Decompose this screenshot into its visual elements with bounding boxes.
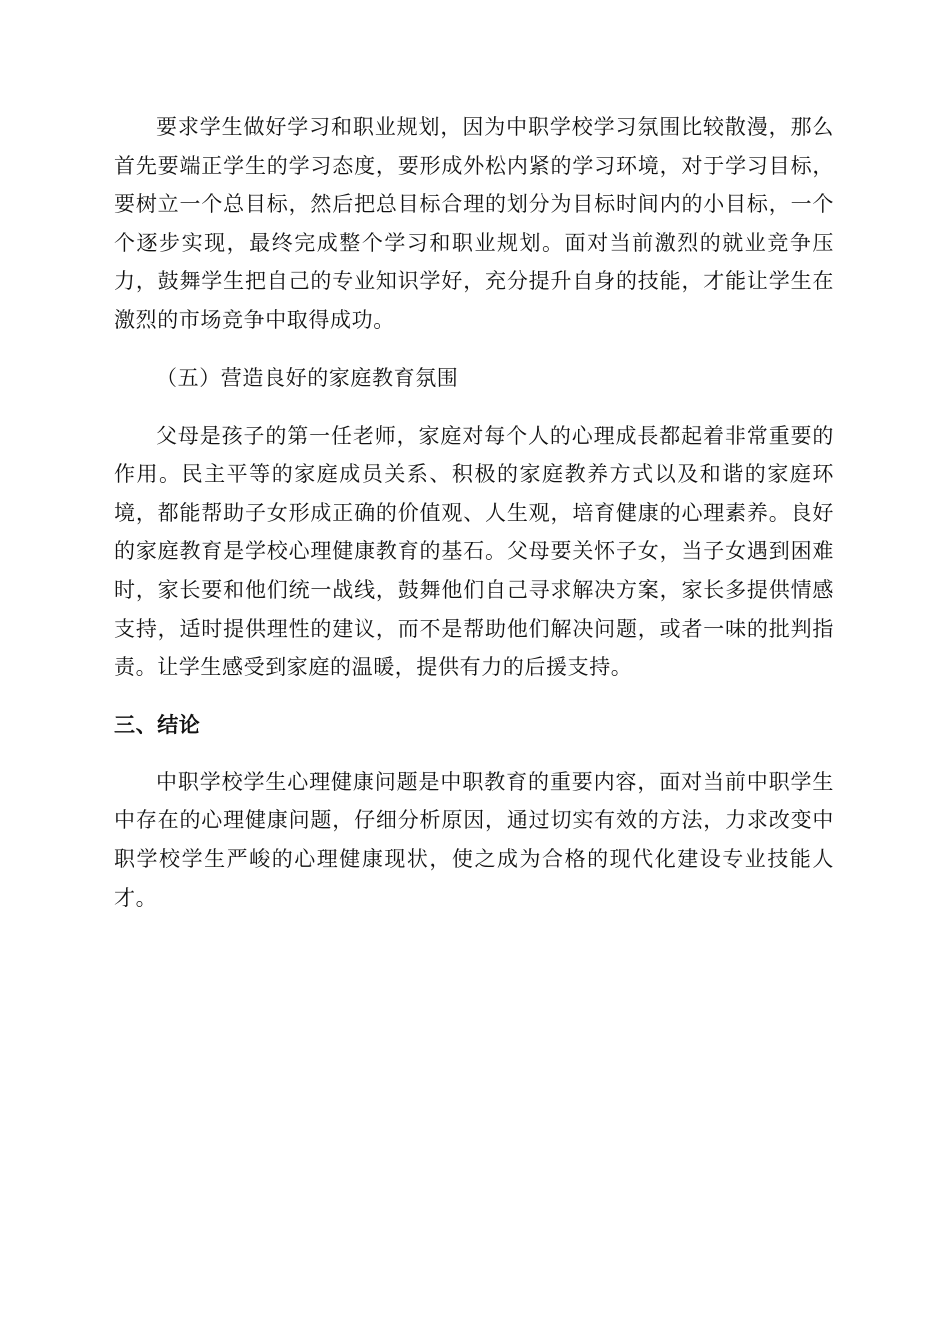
section-heading-conclusion: 三、结论 bbox=[114, 712, 201, 737]
paragraph-study-planning: 要求学生做好学习和职业规划，因为中职学校学习氛围比较散漫，那么首先要端正学生的学习态度，要形成外松内紧的学习环境，对于学习目标，要树立一个总目标，然后把总目标合理的划分为目标时间内的小目标，一个个逐步实现，最终完成整个学习和职业规划。面对当前激烈的就业竞争压力，鼓舞学生把自己的专业知识学好，充分提升自身的技能，才能让学生在激烈的市场竞争中取得成功。 bbox=[114, 115, 834, 332]
paragraph-family-education: 父母是孩子的第一任老师，家庭对每个人的心理成長都起着非常重要的作用。民主平等的家庭成员关系、积极的家庭教养方式以及和谐的家庭环境，都能帮助子女形成正确的价值观、人生观，培育健康的心理素养。良好的家庭教育是学校心理健康教育的基石。父母要关怀子女，当子女遇到困难时，家长要和他们统一战线，鼓舞他们自己寻求解决方案，家长多提供情感支持，适时提供理性的建议，而不是帮助他们解决问题，或者一味的批判指责。让学生感受到家庭的温暖，提供有力的后援支持。 bbox=[114, 423, 834, 680]
document-body bbox=[114, 108, 834, 917]
subheading-family-education: （五）营造良好的家庭教育氛围 bbox=[156, 365, 459, 390]
paragraph-conclusion: 中职学校学生心理健康问题是中职教育的重要内容，面对当前中职学生中存在的心理健康问题，仔细分析原因，通过切实有效的方法，力求改变中职学校学生严峻的心理健康现状，使之成为合格的现代化建设专业技能人才。 bbox=[114, 769, 834, 910]
